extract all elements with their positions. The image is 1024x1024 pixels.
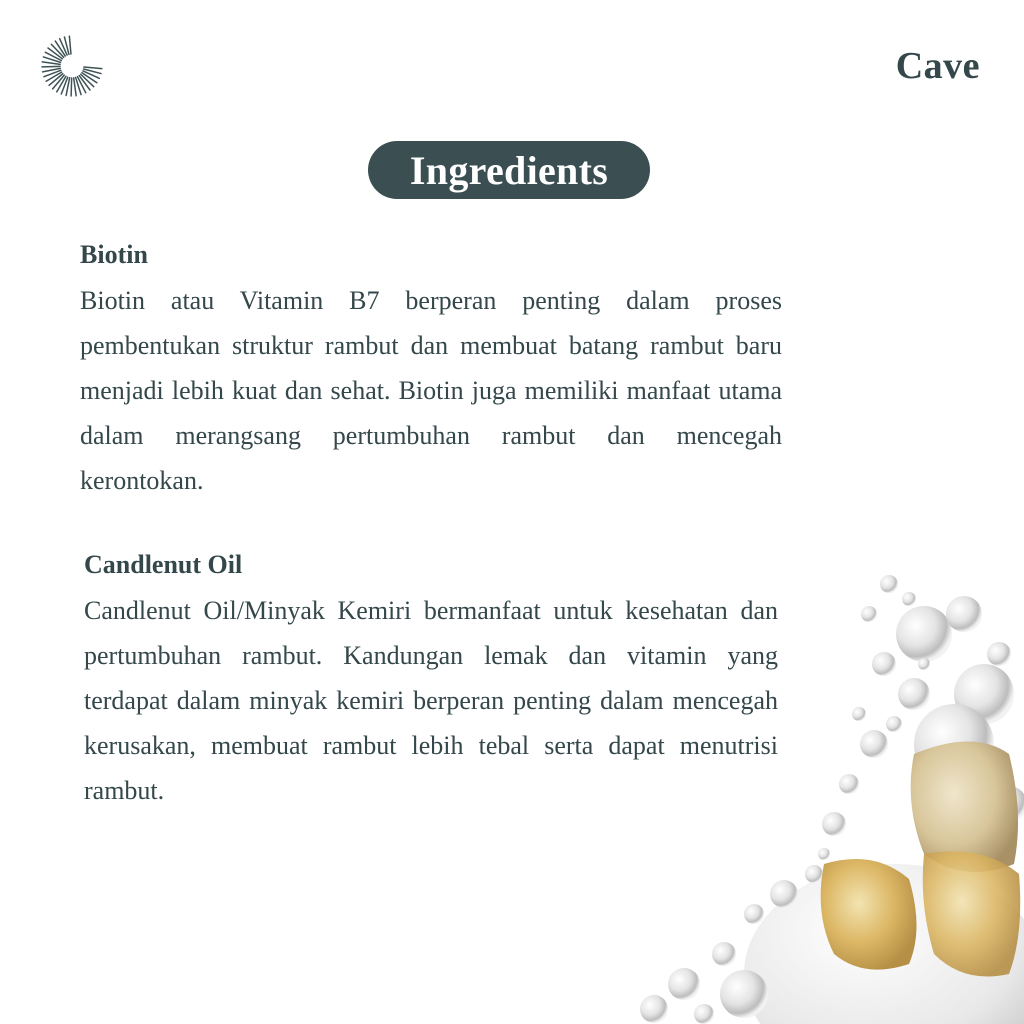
- sunburst-logo-icon: [40, 34, 104, 98]
- ingredient-heading: Biotin: [80, 240, 148, 269]
- ingredient-description: Candlenut Oil/Minyak Kemiri bermanfaat untuk kesehatan dan pertumbuhan rambut. Kandungan lemak dan vitamin yang terdapat dalam minyak kemiri berperan penting dalam mencegah kerusakan, membuat rambut lebih tebal serta dapat menutrisi rambut.: [84, 596, 778, 805]
- page-title: Ingredients: [409, 147, 609, 193]
- brand-logo: Cave: [895, 45, 980, 87]
- foam-candlenut-illustration: [624, 554, 1024, 1024]
- ingredient-biotin: [80, 238, 782, 503]
- ingredient-description: Biotin atau Vitamin B7 berperan penting dalam proses pembentukan struktur rambut dan membuat batang rambut baru menjadi lebih kuat dan sehat. Biotin juga memiliki manfaat utama dalam merangsang pertumbuhan rambut dan mencegah kerontokan.: [80, 286, 782, 495]
- title-badge: [368, 141, 650, 199]
- ingredient-heading: Candlenut Oil: [84, 550, 243, 579]
